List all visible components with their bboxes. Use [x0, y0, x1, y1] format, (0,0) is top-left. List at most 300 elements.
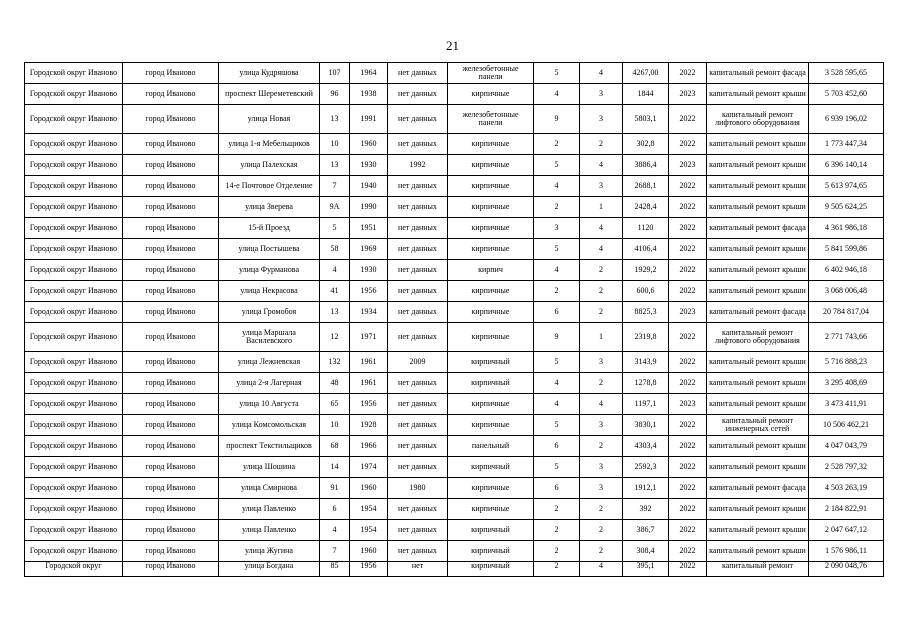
cell-floors: 2 [534, 197, 580, 218]
cell-plan-year: 2022 [669, 197, 707, 218]
table-row [25, 239, 884, 260]
cell-reconstruction-year: нет данных [388, 373, 448, 394]
cell-settlement: город Иваново [123, 394, 219, 415]
cell-entrances: 3 [580, 352, 623, 373]
cell-built-year: 1956 [350, 394, 388, 415]
table-row [25, 373, 884, 394]
cell-work-type: капитальный ремонт фасада [707, 218, 809, 239]
cell-street: улица Лежневская [219, 352, 320, 373]
cell-floors: 6 [534, 302, 580, 323]
cell-wall-material: кирпичные [448, 239, 534, 260]
cell-floors: 6 [534, 478, 580, 499]
cell-plan-year: 2023 [669, 302, 707, 323]
cell-built-year: 1961 [350, 352, 388, 373]
cell-street: улица 2-я Лагерная [219, 373, 320, 394]
cell-house-number: 12 [320, 323, 350, 352]
cell-wall-material: кирпичный [448, 352, 534, 373]
cell-reconstruction-year: нет данных [388, 499, 448, 520]
cell-area: 1278,8 [623, 373, 669, 394]
table-row [25, 260, 884, 281]
cell-floors: 4 [534, 394, 580, 415]
cell-wall-material: кирпичные [448, 394, 534, 415]
cell-street: улица Некрасова [219, 281, 320, 302]
cell-wall-material: железобетонные панели [448, 105, 534, 134]
cell-built-year: 1954 [350, 520, 388, 541]
cell-street: улица Шошина [219, 457, 320, 478]
cell-wall-material: кирпичный [448, 373, 534, 394]
table-row [25, 352, 884, 373]
cell-wall-material: кирпичные [448, 84, 534, 105]
cell-work-type: капитальный ремонт крыши [707, 197, 809, 218]
cell-street: улица Павленко [219, 499, 320, 520]
cell-wall-material: кирпичные [448, 197, 534, 218]
cell-entrances: 2 [580, 520, 623, 541]
cell-house-number: 48 [320, 373, 350, 394]
cell-work-type: капитальный ремонт крыши [707, 352, 809, 373]
cell-reconstruction-year: нет данных [388, 105, 448, 134]
cell-work-type: капитальный ремонт крыши [707, 239, 809, 260]
cell-reconstruction-year: нет данных [388, 260, 448, 281]
cell-area: 4106,4 [623, 239, 669, 260]
cell-settlement: город Иваново [123, 239, 219, 260]
cell-work-type: капитальный ремонт крыши [707, 134, 809, 155]
cell-floors: 2 [534, 134, 580, 155]
cell-wall-material: кирпичные [448, 478, 534, 499]
cell-settlement: город Иваново [123, 415, 219, 436]
cell-wall-material: кирпичные [448, 155, 534, 176]
cell-plan-year: 2022 [669, 457, 707, 478]
cell-settlement: город Иваново [123, 155, 219, 176]
cell-reconstruction-year: нет данных [388, 239, 448, 260]
cell-settlement: город Иваново [123, 352, 219, 373]
cell-built-year: 1991 [350, 105, 388, 134]
cell-wall-material: железобетонные панели [448, 63, 534, 84]
cell-entrances: 4 [580, 63, 623, 84]
cell-entrances: 2 [580, 373, 623, 394]
cell-entrances: 3 [580, 457, 623, 478]
cell-house-number: 132 [320, 352, 350, 373]
cell-work-type: капитальный ремонт крыши [707, 155, 809, 176]
cell-cost: 6 939 196,02 [809, 105, 884, 134]
cell-entrances: 3 [580, 478, 623, 499]
cell-settlement: город Иваново [123, 499, 219, 520]
table-row [25, 394, 884, 415]
table-row [25, 176, 884, 197]
cell-street: улица Новая [219, 105, 320, 134]
cell-area: 600,6 [623, 281, 669, 302]
cell-plan-year: 2022 [669, 105, 707, 134]
cell-cost: 6 402 946,18 [809, 260, 884, 281]
cell-area: 8825,3 [623, 302, 669, 323]
cell-area: 2688,1 [623, 176, 669, 197]
table-body [25, 63, 884, 577]
cell-street: улица Зверева [219, 197, 320, 218]
cell-built-year: 1938 [350, 84, 388, 105]
cell-house-number: 9А [320, 197, 350, 218]
cell-house-number: 91 [320, 478, 350, 499]
cell-built-year: 1969 [350, 239, 388, 260]
cell-municipality: Городской округ Иваново [25, 281, 123, 302]
cell-municipality: Городской округ Иваново [25, 239, 123, 260]
cell-work-type: капитальный ремонт крыши [707, 84, 809, 105]
cell-house-number: 5 [320, 218, 350, 239]
cell-cost: 3 068 006,48 [809, 281, 884, 302]
cell-built-year: 1930 [350, 260, 388, 281]
cell-entrances: 3 [580, 176, 623, 197]
cell-house-number: 65 [320, 394, 350, 415]
cell-house-number: 4 [320, 260, 350, 281]
cell-street: улица Жугина [219, 541, 320, 562]
cell-house-number: 85 [320, 562, 350, 577]
cell-wall-material: кирпичные [448, 302, 534, 323]
cell-entrances: 2 [580, 499, 623, 520]
cell-cost: 20 784 817,04 [809, 302, 884, 323]
cell-entrances: 3 [580, 84, 623, 105]
cell-floors: 2 [534, 541, 580, 562]
cell-floors: 9 [534, 323, 580, 352]
cell-built-year: 1990 [350, 197, 388, 218]
cell-wall-material: панельный [448, 436, 534, 457]
cell-reconstruction-year: 1980 [388, 478, 448, 499]
cell-floors: 5 [534, 239, 580, 260]
cell-settlement: город Иваново [123, 373, 219, 394]
table-row [25, 218, 884, 239]
cell-floors: 4 [534, 176, 580, 197]
cell-area: 302,8 [623, 134, 669, 155]
cell-plan-year: 2023 [669, 155, 707, 176]
cell-municipality: Городской округ Иваново [25, 63, 123, 84]
cell-entrances: 1 [580, 197, 623, 218]
cell-floors: 4 [534, 260, 580, 281]
cell-municipality: Городской округ Иваново [25, 352, 123, 373]
cell-built-year: 1930 [350, 155, 388, 176]
cell-municipality: Городской округ [25, 562, 123, 577]
table-row [25, 415, 884, 436]
cell-built-year: 1974 [350, 457, 388, 478]
cell-plan-year: 2023 [669, 394, 707, 415]
cell-plan-year: 2022 [669, 436, 707, 457]
cell-municipality: Городской округ Иваново [25, 197, 123, 218]
table-row [25, 478, 884, 499]
cell-municipality: Городской округ Иваново [25, 323, 123, 352]
cell-cost: 4 047 043,79 [809, 436, 884, 457]
table-row [25, 436, 884, 457]
table-row [25, 63, 884, 84]
cell-settlement: город Иваново [123, 260, 219, 281]
cell-cost: 5 841 599,86 [809, 239, 884, 260]
cell-area: 2319,8 [623, 323, 669, 352]
cell-municipality: Городской округ Иваново [25, 499, 123, 520]
cell-house-number: 13 [320, 105, 350, 134]
cell-settlement: город Иваново [123, 105, 219, 134]
cell-reconstruction-year: нет данных [388, 541, 448, 562]
cell-wall-material: кирпичный [448, 457, 534, 478]
cell-reconstruction-year: нет данных [388, 197, 448, 218]
cell-cost: 2 090 048,76 [809, 562, 884, 577]
cell-reconstruction-year: нет данных [388, 323, 448, 352]
cell-wall-material: кирпичные [448, 218, 534, 239]
cell-cost: 2 184 822,91 [809, 499, 884, 520]
cell-work-type: капитальный ремонт крыши [707, 499, 809, 520]
cell-cost: 3 473 411,91 [809, 394, 884, 415]
cell-wall-material: кирпичный [448, 541, 534, 562]
cell-area: 395,1 [623, 562, 669, 577]
cell-street: 14-е Почтовое Отделение [219, 176, 320, 197]
cell-municipality: Городской округ Иваново [25, 541, 123, 562]
cell-street: улица 1-я Мебельщиков [219, 134, 320, 155]
table-row [25, 323, 884, 352]
cell-municipality: Городской округ Иваново [25, 105, 123, 134]
cell-municipality: Городской округ Иваново [25, 176, 123, 197]
cell-floors: 4 [534, 373, 580, 394]
cell-reconstruction-year: нет данных [388, 84, 448, 105]
cell-house-number: 6 [320, 499, 350, 520]
cell-municipality: Городской округ Иваново [25, 134, 123, 155]
cell-house-number: 13 [320, 155, 350, 176]
cell-municipality: Городской округ Иваново [25, 520, 123, 541]
cell-built-year: 1971 [350, 323, 388, 352]
cell-entrances: 4 [580, 239, 623, 260]
cell-entrances: 2 [580, 134, 623, 155]
cell-built-year: 1956 [350, 562, 388, 577]
cell-settlement: город Иваново [123, 63, 219, 84]
cell-area: 1844 [623, 84, 669, 105]
cell-settlement: город Иваново [123, 218, 219, 239]
table-row [25, 302, 884, 323]
cell-settlement: город Иваново [123, 302, 219, 323]
cell-work-type: капитальный ремонт крыши [707, 176, 809, 197]
cell-area: 1120 [623, 218, 669, 239]
cell-floors: 2 [534, 499, 580, 520]
cell-work-type: капитальный ремонт крыши [707, 436, 809, 457]
table-row [25, 105, 884, 134]
cell-plan-year: 2022 [669, 218, 707, 239]
table-row [25, 499, 884, 520]
cell-area: 392 [623, 499, 669, 520]
cell-plan-year: 2022 [669, 352, 707, 373]
housing-repair-table [24, 62, 884, 577]
cell-reconstruction-year: нет данных [388, 134, 448, 155]
cell-work-type: капитальный ремонт [707, 562, 809, 577]
cell-street: улица Постышева [219, 239, 320, 260]
cell-wall-material: кирпичные [448, 415, 534, 436]
cell-street: улица Богдана [219, 562, 320, 577]
table-row [25, 281, 884, 302]
cell-house-number: 41 [320, 281, 350, 302]
cell-built-year: 1960 [350, 134, 388, 155]
cell-cost: 3 295 408,69 [809, 373, 884, 394]
cell-street: 15-й Проезд [219, 218, 320, 239]
cell-entrances: 2 [580, 302, 623, 323]
cell-cost: 1 773 447,34 [809, 134, 884, 155]
cell-cost: 6 396 140,14 [809, 155, 884, 176]
cell-plan-year: 2022 [669, 415, 707, 436]
cell-municipality: Городской округ Иваново [25, 394, 123, 415]
cell-wall-material: кирпичные [448, 281, 534, 302]
cell-plan-year: 2022 [669, 260, 707, 281]
cell-street: улица Маршала Василевского [219, 323, 320, 352]
cell-cost: 3 528 595,65 [809, 63, 884, 84]
cell-street: улица Комсомольская [219, 415, 320, 436]
cell-plan-year: 2023 [669, 84, 707, 105]
cell-area: 2428,4 [623, 197, 669, 218]
cell-cost: 5 613 974,65 [809, 176, 884, 197]
cell-reconstruction-year: нет данных [388, 218, 448, 239]
cell-plan-year: 2022 [669, 63, 707, 84]
cell-reconstruction-year: нет данных [388, 415, 448, 436]
cell-plan-year: 2022 [669, 176, 707, 197]
cell-cost: 2 528 797,32 [809, 457, 884, 478]
cell-house-number: 107 [320, 63, 350, 84]
cell-reconstruction-year: 1992 [388, 155, 448, 176]
cell-work-type: капитальный ремонт крыши [707, 394, 809, 415]
table-row [25, 84, 884, 105]
cell-settlement: город Иваново [123, 520, 219, 541]
cell-area: 5803,1 [623, 105, 669, 134]
cell-entrances: 4 [580, 155, 623, 176]
cell-street: проспект Шереметевский [219, 84, 320, 105]
cell-plan-year: 2022 [669, 239, 707, 260]
cell-cost: 2 047 647,12 [809, 520, 884, 541]
cell-cost: 4 503 263,19 [809, 478, 884, 499]
cell-built-year: 1966 [350, 436, 388, 457]
cell-area: 1929,2 [623, 260, 669, 281]
cell-built-year: 1928 [350, 415, 388, 436]
cell-house-number: 14 [320, 457, 350, 478]
cell-reconstruction-year: 2009 [388, 352, 448, 373]
cell-area: 3830,1 [623, 415, 669, 436]
cell-area: 2592,3 [623, 457, 669, 478]
cell-entrances: 2 [580, 436, 623, 457]
cell-built-year: 1960 [350, 541, 388, 562]
cell-entrances: 4 [580, 218, 623, 239]
cell-house-number: 13 [320, 302, 350, 323]
cell-work-type: капитальный ремонт фасада [707, 478, 809, 499]
cell-house-number: 10 [320, 415, 350, 436]
table-row [25, 134, 884, 155]
cell-work-type: капитальный ремонт крыши [707, 541, 809, 562]
cell-floors: 6 [534, 436, 580, 457]
cell-street: улица Палехская [219, 155, 320, 176]
cell-floors: 2 [534, 562, 580, 577]
cell-house-number: 10 [320, 134, 350, 155]
cell-floors: 5 [534, 155, 580, 176]
cell-entrances: 3 [580, 415, 623, 436]
cell-house-number: 58 [320, 239, 350, 260]
cell-settlement: город Иваново [123, 541, 219, 562]
cell-municipality: Городской округ Иваново [25, 302, 123, 323]
cell-plan-year: 2022 [669, 134, 707, 155]
cell-house-number: 68 [320, 436, 350, 457]
cell-reconstruction-year: нет данных [388, 302, 448, 323]
cell-built-year: 1934 [350, 302, 388, 323]
cell-settlement: город Иваново [123, 562, 219, 577]
cell-plan-year: 2022 [669, 281, 707, 302]
cell-municipality: Городской округ Иваново [25, 260, 123, 281]
cell-wall-material: кирпичные [448, 323, 534, 352]
cell-floors: 2 [534, 281, 580, 302]
cell-reconstruction-year: нет данных [388, 176, 448, 197]
cell-wall-material: кирпичные [448, 176, 534, 197]
cell-wall-material: кирпич [448, 260, 534, 281]
cell-entrances: 1 [580, 323, 623, 352]
cell-built-year: 1954 [350, 499, 388, 520]
cell-area: 1197,1 [623, 394, 669, 415]
cell-settlement: город Иваново [123, 84, 219, 105]
cell-municipality: Городской округ Иваново [25, 373, 123, 394]
cell-cost: 9 505 624,25 [809, 197, 884, 218]
cell-plan-year: 2022 [669, 541, 707, 562]
table-row [25, 457, 884, 478]
cell-municipality: Городской округ Иваново [25, 436, 123, 457]
cell-wall-material: кирпичный [448, 520, 534, 541]
table-row [25, 197, 884, 218]
cell-plan-year: 2022 [669, 478, 707, 499]
cell-cost: 10 506 462,21 [809, 415, 884, 436]
cell-area: 4267,00 [623, 63, 669, 84]
cell-area: 308,4 [623, 541, 669, 562]
cell-built-year: 1960 [350, 478, 388, 499]
cell-wall-material: кирпичные [448, 134, 534, 155]
cell-settlement: город Иваново [123, 457, 219, 478]
cell-house-number: 96 [320, 84, 350, 105]
cell-area: 3143,9 [623, 352, 669, 373]
cell-entrances: 2 [580, 281, 623, 302]
cell-street: улица Смирнова [219, 478, 320, 499]
cell-entrances: 4 [580, 562, 623, 577]
table-row [25, 520, 884, 541]
cell-floors: 5 [534, 63, 580, 84]
cell-municipality: Городской округ Иваново [25, 478, 123, 499]
cell-street: улица Громобоя [219, 302, 320, 323]
cell-floors: 9 [534, 105, 580, 134]
cell-cost: 5 703 452,60 [809, 84, 884, 105]
cell-area: 3886,4 [623, 155, 669, 176]
page-number: 21 [446, 38, 459, 53]
cell-built-year: 1964 [350, 63, 388, 84]
cell-work-type: капитальный ремонт инженерных сетей [707, 415, 809, 436]
cell-entrances: 2 [580, 541, 623, 562]
cell-work-type: капитальный ремонт фасада [707, 302, 809, 323]
cell-house-number: 7 [320, 541, 350, 562]
cell-reconstruction-year: нет данных [388, 394, 448, 415]
cell-plan-year: 2022 [669, 373, 707, 394]
cell-wall-material: кирпичные [448, 499, 534, 520]
cell-entrances: 3 [580, 105, 623, 134]
cell-built-year: 1951 [350, 218, 388, 239]
cell-work-type: капитальный ремонт лифтового оборудования [707, 323, 809, 352]
cell-floors: 5 [534, 352, 580, 373]
cell-reconstruction-year: нет данных [388, 63, 448, 84]
cell-entrances: 2 [580, 260, 623, 281]
cell-municipality: Городской округ Иваново [25, 155, 123, 176]
cell-reconstruction-year: нет данных [388, 281, 448, 302]
cell-plan-year: 2022 [669, 323, 707, 352]
cell-floors: 3 [534, 218, 580, 239]
cell-street: улица Павленко [219, 520, 320, 541]
cell-street: улица Фурманова [219, 260, 320, 281]
cell-municipality: Городской округ Иваново [25, 218, 123, 239]
cell-reconstruction-year: нет данных [388, 457, 448, 478]
cell-cost: 5 716 888,23 [809, 352, 884, 373]
cell-entrances: 4 [580, 394, 623, 415]
cell-house-number: 4 [320, 520, 350, 541]
cell-street: улица Кудряшова [219, 63, 320, 84]
cell-cost: 2 771 743,66 [809, 323, 884, 352]
cell-settlement: город Иваново [123, 323, 219, 352]
cell-work-type: капитальный ремонт крыши [707, 520, 809, 541]
cell-municipality: Городской округ Иваново [25, 415, 123, 436]
